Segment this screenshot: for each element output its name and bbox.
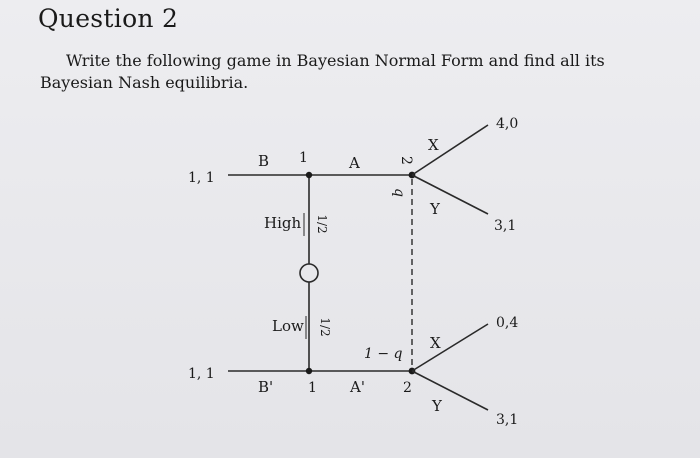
low-probability: 1/2 — [318, 317, 332, 337]
player1-bottom-node — [306, 368, 312, 374]
player1-top-label: 1 — [299, 150, 308, 166]
payoff-top-y: 3,1 — [494, 218, 517, 234]
top-y-label: Y — [430, 200, 440, 218]
player1-bottom-label: 1 — [308, 380, 317, 396]
action-b-label: B — [258, 152, 270, 170]
top-left-payoff: 1, 1 — [188, 170, 215, 186]
high-label: High — [264, 214, 302, 232]
action-a-label: A — [349, 154, 360, 172]
bottom-y-edge — [412, 371, 488, 410]
top-x-edge — [412, 125, 488, 175]
action-b-prime-label: B' — [258, 378, 274, 396]
question-heading: Question 2 — [38, 4, 179, 33]
top-y-edge — [412, 175, 488, 214]
player1-top-node — [306, 172, 312, 178]
bottom-x-label: X — [430, 334, 441, 352]
belief-q: q — [391, 188, 407, 197]
nature-node — [300, 264, 318, 282]
bottom-left-payoff: 1, 1 — [188, 366, 215, 382]
bottom-x-edge — [412, 324, 488, 371]
top-x-label: X — [428, 136, 439, 154]
belief-one-minus-q: 1 − q — [364, 346, 403, 362]
high-probability: 1/2 — [315, 214, 329, 234]
payoff-top-x: 4,0 — [496, 116, 519, 132]
question-prompt-text: Write the following game in Bayesian Normal Form and find all its Bayesian Nash equilibria. — [40, 51, 605, 92]
player2-top-label: 2 — [398, 156, 414, 165]
bottom-y-label: Y — [432, 397, 442, 415]
payoff-bottom-y: 3,1 — [496, 412, 519, 428]
low-label: Low — [272, 317, 304, 335]
player2-bottom-label: 2 — [403, 380, 412, 396]
payoff-bottom-x: 0,4 — [496, 315, 519, 331]
action-a-prime-label: A' — [350, 378, 365, 396]
